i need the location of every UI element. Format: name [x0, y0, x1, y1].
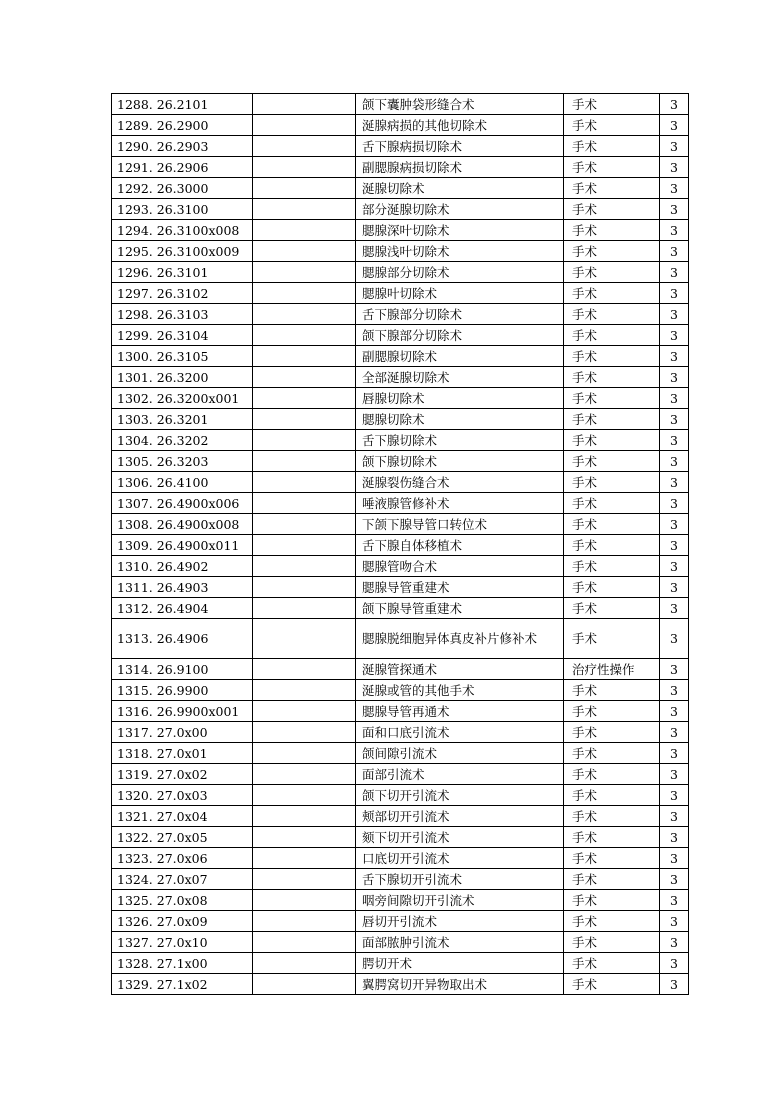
table-row — [112, 806, 689, 827]
blank-cell — [253, 136, 356, 157]
procedure-level-cell: 3 — [660, 953, 689, 974]
procedure-level-cell: 3 — [660, 764, 689, 785]
procedure-type-cell: 手术 — [564, 953, 660, 974]
table-row — [112, 220, 689, 241]
procedure-name-cell: 舌下腺切除术 — [356, 430, 564, 451]
procedure-code-cell: 1326. 27.0x09 — [112, 911, 253, 932]
procedure-type-cell: 手术 — [564, 367, 660, 388]
blank-cell — [253, 556, 356, 577]
procedure-name-cell: 颌间隙引流术 — [356, 743, 564, 764]
procedure-type-cell: 手术 — [564, 974, 660, 995]
procedure-level-cell: 3 — [660, 659, 689, 680]
procedure-level-cell: 3 — [660, 283, 689, 304]
table-row — [112, 304, 689, 325]
procedure-level-cell: 3 — [660, 220, 689, 241]
table-row — [112, 932, 689, 953]
procedure-level-cell: 3 — [660, 346, 689, 367]
procedure-name-cell: 面部脓肿引流术 — [356, 932, 564, 953]
procedure-name-cell: 颌下囊肿袋形缝合术 — [356, 94, 564, 115]
procedure-name-cell: 颊部切开引流术 — [356, 806, 564, 827]
blank-cell — [253, 911, 356, 932]
table-row — [112, 619, 689, 659]
blank-cell — [253, 701, 356, 722]
blank-cell — [253, 598, 356, 619]
procedure-name-cell: 舌下腺病损切除术 — [356, 136, 564, 157]
table-row — [112, 514, 689, 535]
procedure-level-cell: 3 — [660, 514, 689, 535]
procedure-name-cell: 涎腺病损的其他切除术 — [356, 115, 564, 136]
procedure-code-cell: 1289. 26.2900 — [112, 115, 253, 136]
procedure-level-cell: 3 — [660, 115, 689, 136]
blank-cell — [253, 157, 356, 178]
table-row — [112, 577, 689, 598]
procedure-type-cell: 手术 — [564, 680, 660, 701]
procedure-code-cell: 1291. 26.2906 — [112, 157, 253, 178]
procedure-name-cell: 腮腺叶切除术 — [356, 283, 564, 304]
procedure-name-cell: 腮腺浅叶切除术 — [356, 241, 564, 262]
table-row — [112, 974, 689, 995]
blank-cell — [253, 577, 356, 598]
procedure-level-cell: 3 — [660, 535, 689, 556]
procedure-level-cell: 3 — [660, 472, 689, 493]
procedure-level-cell: 3 — [660, 325, 689, 346]
table-row — [112, 535, 689, 556]
procedure-level-cell: 3 — [660, 848, 689, 869]
procedure-type-cell: 手术 — [564, 619, 660, 659]
procedure-level-cell: 3 — [660, 556, 689, 577]
procedure-type-cell: 手术 — [564, 178, 660, 199]
blank-cell — [253, 94, 356, 115]
table-row — [112, 556, 689, 577]
procedure-name-cell: 部分涎腺切除术 — [356, 199, 564, 220]
procedure-name-cell: 涎腺切除术 — [356, 178, 564, 199]
blank-cell — [253, 493, 356, 514]
blank-cell — [253, 932, 356, 953]
procedure-code-cell: 1295. 26.3100x009 — [112, 241, 253, 262]
procedure-level-cell: 3 — [660, 94, 689, 115]
procedure-name-cell: 腮腺部分切除术 — [356, 262, 564, 283]
blank-cell — [253, 953, 356, 974]
procedure-level-cell: 3 — [660, 722, 689, 743]
procedure-type-cell: 手术 — [564, 304, 660, 325]
blank-cell — [253, 241, 356, 262]
procedure-code-cell: 1325. 27.0x08 — [112, 890, 253, 911]
table-row — [112, 178, 689, 199]
procedure-type-cell: 手术 — [564, 598, 660, 619]
procedure-type-cell: 手术 — [564, 701, 660, 722]
blank-cell — [253, 409, 356, 430]
procedure-code-cell: 1316. 26.9900x001 — [112, 701, 253, 722]
procedure-name-cell: 腮腺导管重建术 — [356, 577, 564, 598]
procedure-code-cell: 1288. 26.2101 — [112, 94, 253, 115]
procedure-type-cell: 手术 — [564, 806, 660, 827]
procedure-type-cell: 手术 — [564, 241, 660, 262]
procedure-code-cell: 1293. 26.3100 — [112, 199, 253, 220]
procedure-code-cell: 1322. 27.0x05 — [112, 827, 253, 848]
procedure-code-cell: 1311. 26.4903 — [112, 577, 253, 598]
table-row — [112, 157, 689, 178]
blank-cell — [253, 827, 356, 848]
procedure-level-cell: 3 — [660, 890, 689, 911]
procedure-code-cell: 1294. 26.3100x008 — [112, 220, 253, 241]
procedure-type-cell: 手术 — [564, 220, 660, 241]
procedure-name-cell: 颌下腺切除术 — [356, 451, 564, 472]
procedure-name-cell: 口底切开引流术 — [356, 848, 564, 869]
table-row — [112, 701, 689, 722]
procedure-code-cell: 1300. 26.3105 — [112, 346, 253, 367]
procedure-type-cell: 手术 — [564, 451, 660, 472]
procedure-name-cell: 腮腺管吻合术 — [356, 556, 564, 577]
procedure-type-cell: 手术 — [564, 556, 660, 577]
table-row — [112, 430, 689, 451]
procedure-name-cell: 颌下腺部分切除术 — [356, 325, 564, 346]
procedure-type-cell: 手术 — [564, 199, 660, 220]
blank-cell — [253, 430, 356, 451]
blank-cell — [253, 514, 356, 535]
procedure-type-cell: 手术 — [564, 911, 660, 932]
blank-cell — [253, 283, 356, 304]
procedure-code-cell: 1309. 26.4900x011 — [112, 535, 253, 556]
table-row — [112, 869, 689, 890]
procedure-code-cell: 1302. 26.3200x001 — [112, 388, 253, 409]
blank-cell — [253, 722, 356, 743]
procedure-level-cell: 3 — [660, 680, 689, 701]
procedure-level-cell: 3 — [660, 430, 689, 451]
procedure-type-cell: 手术 — [564, 430, 660, 451]
procedure-type-cell: 手术 — [564, 514, 660, 535]
blank-cell — [253, 346, 356, 367]
blank-cell — [253, 764, 356, 785]
procedure-type-cell: 手术 — [564, 472, 660, 493]
procedure-type-cell: 手术 — [564, 493, 660, 514]
procedure-code-cell: 1319. 27.0x02 — [112, 764, 253, 785]
procedure-level-cell: 3 — [660, 911, 689, 932]
procedure-type-cell: 手术 — [564, 785, 660, 806]
procedure-type-cell: 手术 — [564, 388, 660, 409]
procedure-code-cell: 1328. 27.1x00 — [112, 953, 253, 974]
procedure-type-cell: 手术 — [564, 722, 660, 743]
procedure-code-cell: 1321. 27.0x04 — [112, 806, 253, 827]
procedure-code-cell: 1324. 27.0x07 — [112, 869, 253, 890]
table-row — [112, 472, 689, 493]
procedure-level-cell: 3 — [660, 806, 689, 827]
table-row — [112, 283, 689, 304]
procedure-level-cell: 3 — [660, 199, 689, 220]
blank-cell — [253, 472, 356, 493]
blank-cell — [253, 388, 356, 409]
blank-cell — [253, 220, 356, 241]
blank-cell — [253, 806, 356, 827]
procedure-name-cell: 唇切开引流术 — [356, 911, 564, 932]
table-row — [112, 743, 689, 764]
procedure-level-cell: 3 — [660, 577, 689, 598]
blank-cell — [253, 890, 356, 911]
table-row — [112, 115, 689, 136]
table-row — [112, 848, 689, 869]
blank-cell — [253, 367, 356, 388]
procedure-type-cell: 手术 — [564, 577, 660, 598]
procedure-level-cell: 3 — [660, 598, 689, 619]
procedure-code-cell: 1327. 27.0x10 — [112, 932, 253, 953]
table-row — [112, 388, 689, 409]
table-row — [112, 199, 689, 220]
procedure-name-cell: 腮腺切除术 — [356, 409, 564, 430]
procedure-code-cell: 1314. 26.9100 — [112, 659, 253, 680]
table-row — [112, 451, 689, 472]
procedure-name-cell: 舌下腺自体移植术 — [356, 535, 564, 556]
procedure-type-cell: 手术 — [564, 115, 660, 136]
procedure-type-cell: 手术 — [564, 764, 660, 785]
procedure-name-cell: 腮腺导管再通术 — [356, 701, 564, 722]
procedure-type-cell: 手术 — [564, 890, 660, 911]
blank-cell — [253, 115, 356, 136]
table-row — [112, 890, 689, 911]
procedure-level-cell: 3 — [660, 869, 689, 890]
procedure-code-cell: 1308. 26.4900x008 — [112, 514, 253, 535]
table-row — [112, 659, 689, 680]
procedure-name-cell: 副腮腺切除术 — [356, 346, 564, 367]
procedure-level-cell: 3 — [660, 451, 689, 472]
procedure-name-cell: 面部引流术 — [356, 764, 564, 785]
procedure-name-cell: 翼腭窝切开异物取出术 — [356, 974, 564, 995]
procedure-code-cell: 1301. 26.3200 — [112, 367, 253, 388]
blank-cell — [253, 619, 356, 659]
procedure-name-cell: 唾液腺管修补术 — [356, 493, 564, 514]
table-row — [112, 94, 689, 115]
table-row — [112, 262, 689, 283]
procedure-level-cell: 3 — [660, 619, 689, 659]
procedure-level-cell: 3 — [660, 932, 689, 953]
procedure-code-cell: 1315. 26.9900 — [112, 680, 253, 701]
procedure-name-cell: 颌下切开引流术 — [356, 785, 564, 806]
procedure-code-cell: 1297. 26.3102 — [112, 283, 253, 304]
procedure-name-cell: 腮腺深叶切除术 — [356, 220, 564, 241]
blank-cell — [253, 848, 356, 869]
table-row — [112, 325, 689, 346]
table-row — [112, 241, 689, 262]
table-row — [112, 680, 689, 701]
blank-cell — [253, 178, 356, 199]
table-row — [112, 136, 689, 157]
procedure-code-cell: 1306. 26.4100 — [112, 472, 253, 493]
procedure-type-cell: 手术 — [564, 409, 660, 430]
table-row — [112, 764, 689, 785]
procedure-name-cell: 腮腺脱细胞异体真皮补片修补术 — [356, 619, 564, 659]
procedure-table — [111, 93, 689, 995]
procedure-name-cell: 涎腺或管的其他手术 — [356, 680, 564, 701]
procedure-code-cell: 1292. 26.3000 — [112, 178, 253, 199]
procedure-code-cell: 1318. 27.0x01 — [112, 743, 253, 764]
procedure-type-cell: 手术 — [564, 743, 660, 764]
procedure-type-cell: 手术 — [564, 94, 660, 115]
blank-cell — [253, 535, 356, 556]
procedure-type-cell: 手术 — [564, 325, 660, 346]
procedure-type-cell: 手术 — [564, 283, 660, 304]
procedure-name-cell: 颏下切开引流术 — [356, 827, 564, 848]
blank-cell — [253, 680, 356, 701]
blank-cell — [253, 451, 356, 472]
table-row — [112, 367, 689, 388]
procedure-type-cell: 手术 — [564, 932, 660, 953]
blank-cell — [253, 869, 356, 890]
procedure-level-cell: 3 — [660, 304, 689, 325]
blank-cell — [253, 785, 356, 806]
procedure-level-cell: 3 — [660, 262, 689, 283]
procedure-code-cell: 1299. 26.3104 — [112, 325, 253, 346]
procedure-name-cell: 涎腺裂伤缝合术 — [356, 472, 564, 493]
procedure-type-cell: 手术 — [564, 827, 660, 848]
blank-cell — [253, 325, 356, 346]
procedure-type-cell: 手术 — [564, 535, 660, 556]
procedure-name-cell: 下颌下腺导管口转位术 — [356, 514, 564, 535]
procedure-level-cell: 3 — [660, 388, 689, 409]
procedure-level-cell: 3 — [660, 136, 689, 157]
procedure-name-cell: 面和口底引流术 — [356, 722, 564, 743]
procedure-level-cell: 3 — [660, 743, 689, 764]
procedure-code-cell: 1329. 27.1x02 — [112, 974, 253, 995]
table-row — [112, 409, 689, 430]
procedure-code-cell: 1303. 26.3201 — [112, 409, 253, 430]
procedure-code-cell: 1320. 27.0x03 — [112, 785, 253, 806]
procedure-level-cell: 3 — [660, 157, 689, 178]
procedure-code-cell: 1298. 26.3103 — [112, 304, 253, 325]
procedure-name-cell: 副腮腺病损切除术 — [356, 157, 564, 178]
procedure-level-cell: 3 — [660, 785, 689, 806]
table-row — [112, 346, 689, 367]
procedure-type-cell: 手术 — [564, 262, 660, 283]
procedure-name-cell: 舌下腺部分切除术 — [356, 304, 564, 325]
procedure-code-cell: 1313. 26.4906 — [112, 619, 253, 659]
table-row — [112, 911, 689, 932]
table-row — [112, 785, 689, 806]
procedure-name-cell: 全部涎腺切除术 — [356, 367, 564, 388]
procedure-level-cell: 3 — [660, 409, 689, 430]
procedure-type-cell: 手术 — [564, 869, 660, 890]
procedure-code-cell: 1323. 27.0x06 — [112, 848, 253, 869]
table-row — [112, 722, 689, 743]
blank-cell — [253, 304, 356, 325]
procedure-level-cell: 3 — [660, 493, 689, 514]
blank-cell — [253, 974, 356, 995]
procedure-type-cell: 治疗性操作 — [564, 659, 660, 680]
procedure-name-cell: 咽旁间隙切开引流术 — [356, 890, 564, 911]
procedure-name-cell: 唇腺切除术 — [356, 388, 564, 409]
procedure-name-cell: 涎腺管探通术 — [356, 659, 564, 680]
procedure-code-cell: 1305. 26.3203 — [112, 451, 253, 472]
table-row — [112, 953, 689, 974]
procedure-type-cell: 手术 — [564, 346, 660, 367]
procedure-code-cell: 1312. 26.4904 — [112, 598, 253, 619]
table-row — [112, 827, 689, 848]
procedure-type-cell: 手术 — [564, 157, 660, 178]
procedure-level-cell: 3 — [660, 241, 689, 262]
procedure-level-cell: 3 — [660, 367, 689, 388]
procedure-code-cell: 1290. 26.2903 — [112, 136, 253, 157]
procedure-code-cell: 1310. 26.4902 — [112, 556, 253, 577]
table-row — [112, 493, 689, 514]
procedure-name-cell: 腭切开术 — [356, 953, 564, 974]
procedure-level-cell: 3 — [660, 701, 689, 722]
procedure-code-cell: 1304. 26.3202 — [112, 430, 253, 451]
procedure-level-cell: 3 — [660, 974, 689, 995]
blank-cell — [253, 262, 356, 283]
table-row — [112, 598, 689, 619]
procedure-name-cell: 舌下腺切开引流术 — [356, 869, 564, 890]
blank-cell — [253, 199, 356, 220]
procedure-table-body — [112, 94, 689, 995]
procedure-type-cell: 手术 — [564, 848, 660, 869]
procedure-code-cell: 1317. 27.0x00 — [112, 722, 253, 743]
blank-cell — [253, 743, 356, 764]
procedure-code-cell: 1296. 26.3101 — [112, 262, 253, 283]
procedure-code-cell: 1307. 26.4900x006 — [112, 493, 253, 514]
blank-cell — [253, 659, 356, 680]
procedure-level-cell: 3 — [660, 178, 689, 199]
procedure-type-cell: 手术 — [564, 136, 660, 157]
procedure-level-cell: 3 — [660, 827, 689, 848]
procedure-name-cell: 颌下腺导管重建术 — [356, 598, 564, 619]
